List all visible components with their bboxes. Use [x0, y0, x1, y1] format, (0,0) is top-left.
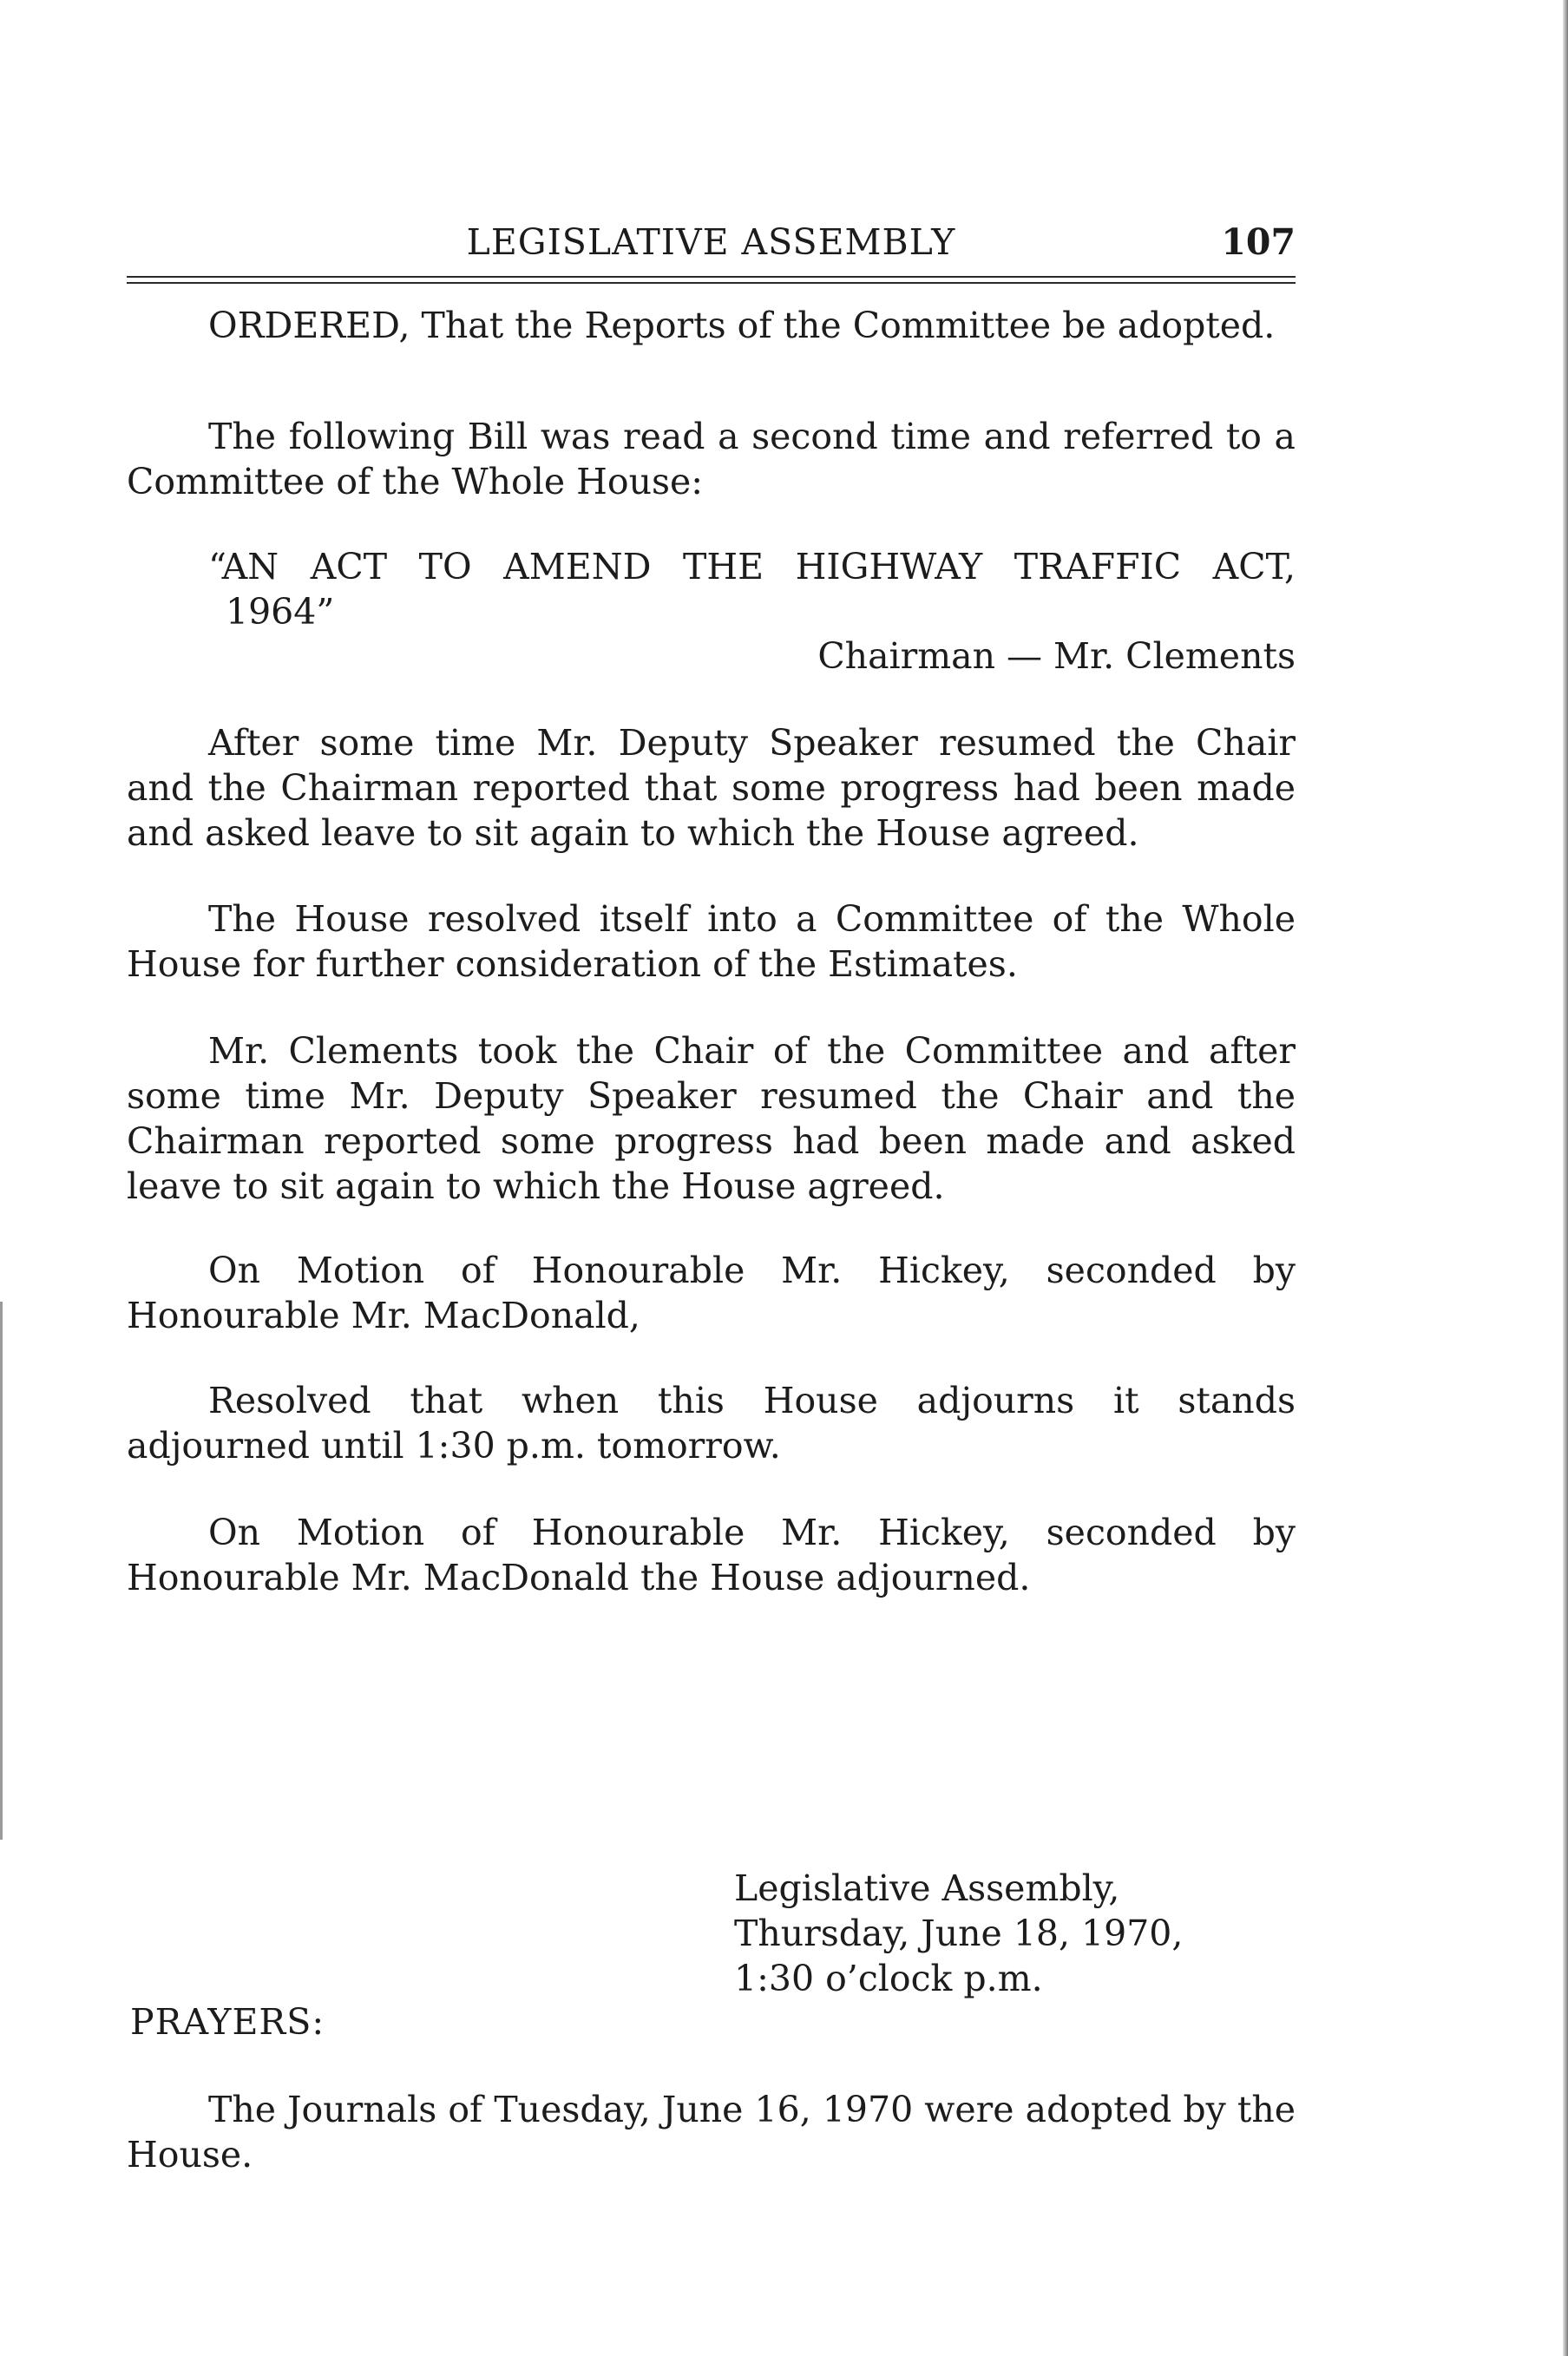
bill-title	[208, 544, 1296, 634]
paragraph-journals: The Journals of Tuesday, June 16, 1970 were adopted by the House.	[127, 2089, 1296, 2176]
paragraph-bill-intro: The following Bill was read a second time and referred to a Committee of the Whole House:	[127, 416, 1296, 502]
scan-edge-shadow	[1563, 0, 1568, 2356]
scan-edge-left-mark	[0, 1302, 3, 1840]
paragraph-after-time: After some time Mr. Deputy Speaker resumed the Chair and the Chairman reported that some progress had been made and asked leave to sit again to which the House agreed.	[127, 722, 1296, 854]
paragraph-clements-chair: Mr. Clements took the Chair of the Committee and after some time Mr. Deputy Speaker resumed the Chair and the Chairman reported some progress had been made and asked leave to sit again to which the House agreed.	[127, 1030, 1296, 1207]
header-rule-bottom	[127, 282, 1296, 284]
header-title: LEGISLATIVE ASSEMBLY	[466, 221, 956, 263]
bill-title-line1: “AN ACT TO AMEND THE HIGHWAY TRAFFIC ACT,	[208, 546, 1296, 587]
header-rule-top	[127, 276, 1296, 278]
paragraph-resolved-committee: The House resolved itself into a Committee of the Whole House for further consideration of the Estimates.	[127, 898, 1296, 985]
paragraph-motion-1: On Motion of Honourable Mr. Hickey, seconded by Honourable Mr. MacDonald,	[127, 1250, 1296, 1336]
page-number: 107	[1221, 221, 1296, 263]
dateline-line2: Thursday, June 18, 1970,	[734, 1913, 1184, 1954]
running-header	[127, 221, 1296, 273]
chairman-line: Chairman — Mr. Clements	[817, 635, 1296, 677]
prayers-heading: PRAYERS:	[130, 2001, 325, 2043]
dateline-line1: Legislative Assembly,	[734, 1867, 1120, 1909]
dateline	[734, 1866, 1183, 2001]
bill-title-line2: 1964”	[226, 591, 335, 633]
paragraph-motion-2: On Motion of Honourable Mr. Hickey, seconded by Honourable Mr. MacDonald the House adjourned.	[127, 1512, 1296, 1598]
paragraph-ordered: ORDERED, That the Reports of the Committee be adopted.	[208, 305, 1276, 346]
dateline-line3: 1:30 o’clock p.m.	[734, 1958, 1043, 1999]
paragraph-resolved-adjourn: Resolved that when this House adjourns it stands adjourned until 1:30 p.m. tomorrow.	[127, 1380, 1296, 1467]
